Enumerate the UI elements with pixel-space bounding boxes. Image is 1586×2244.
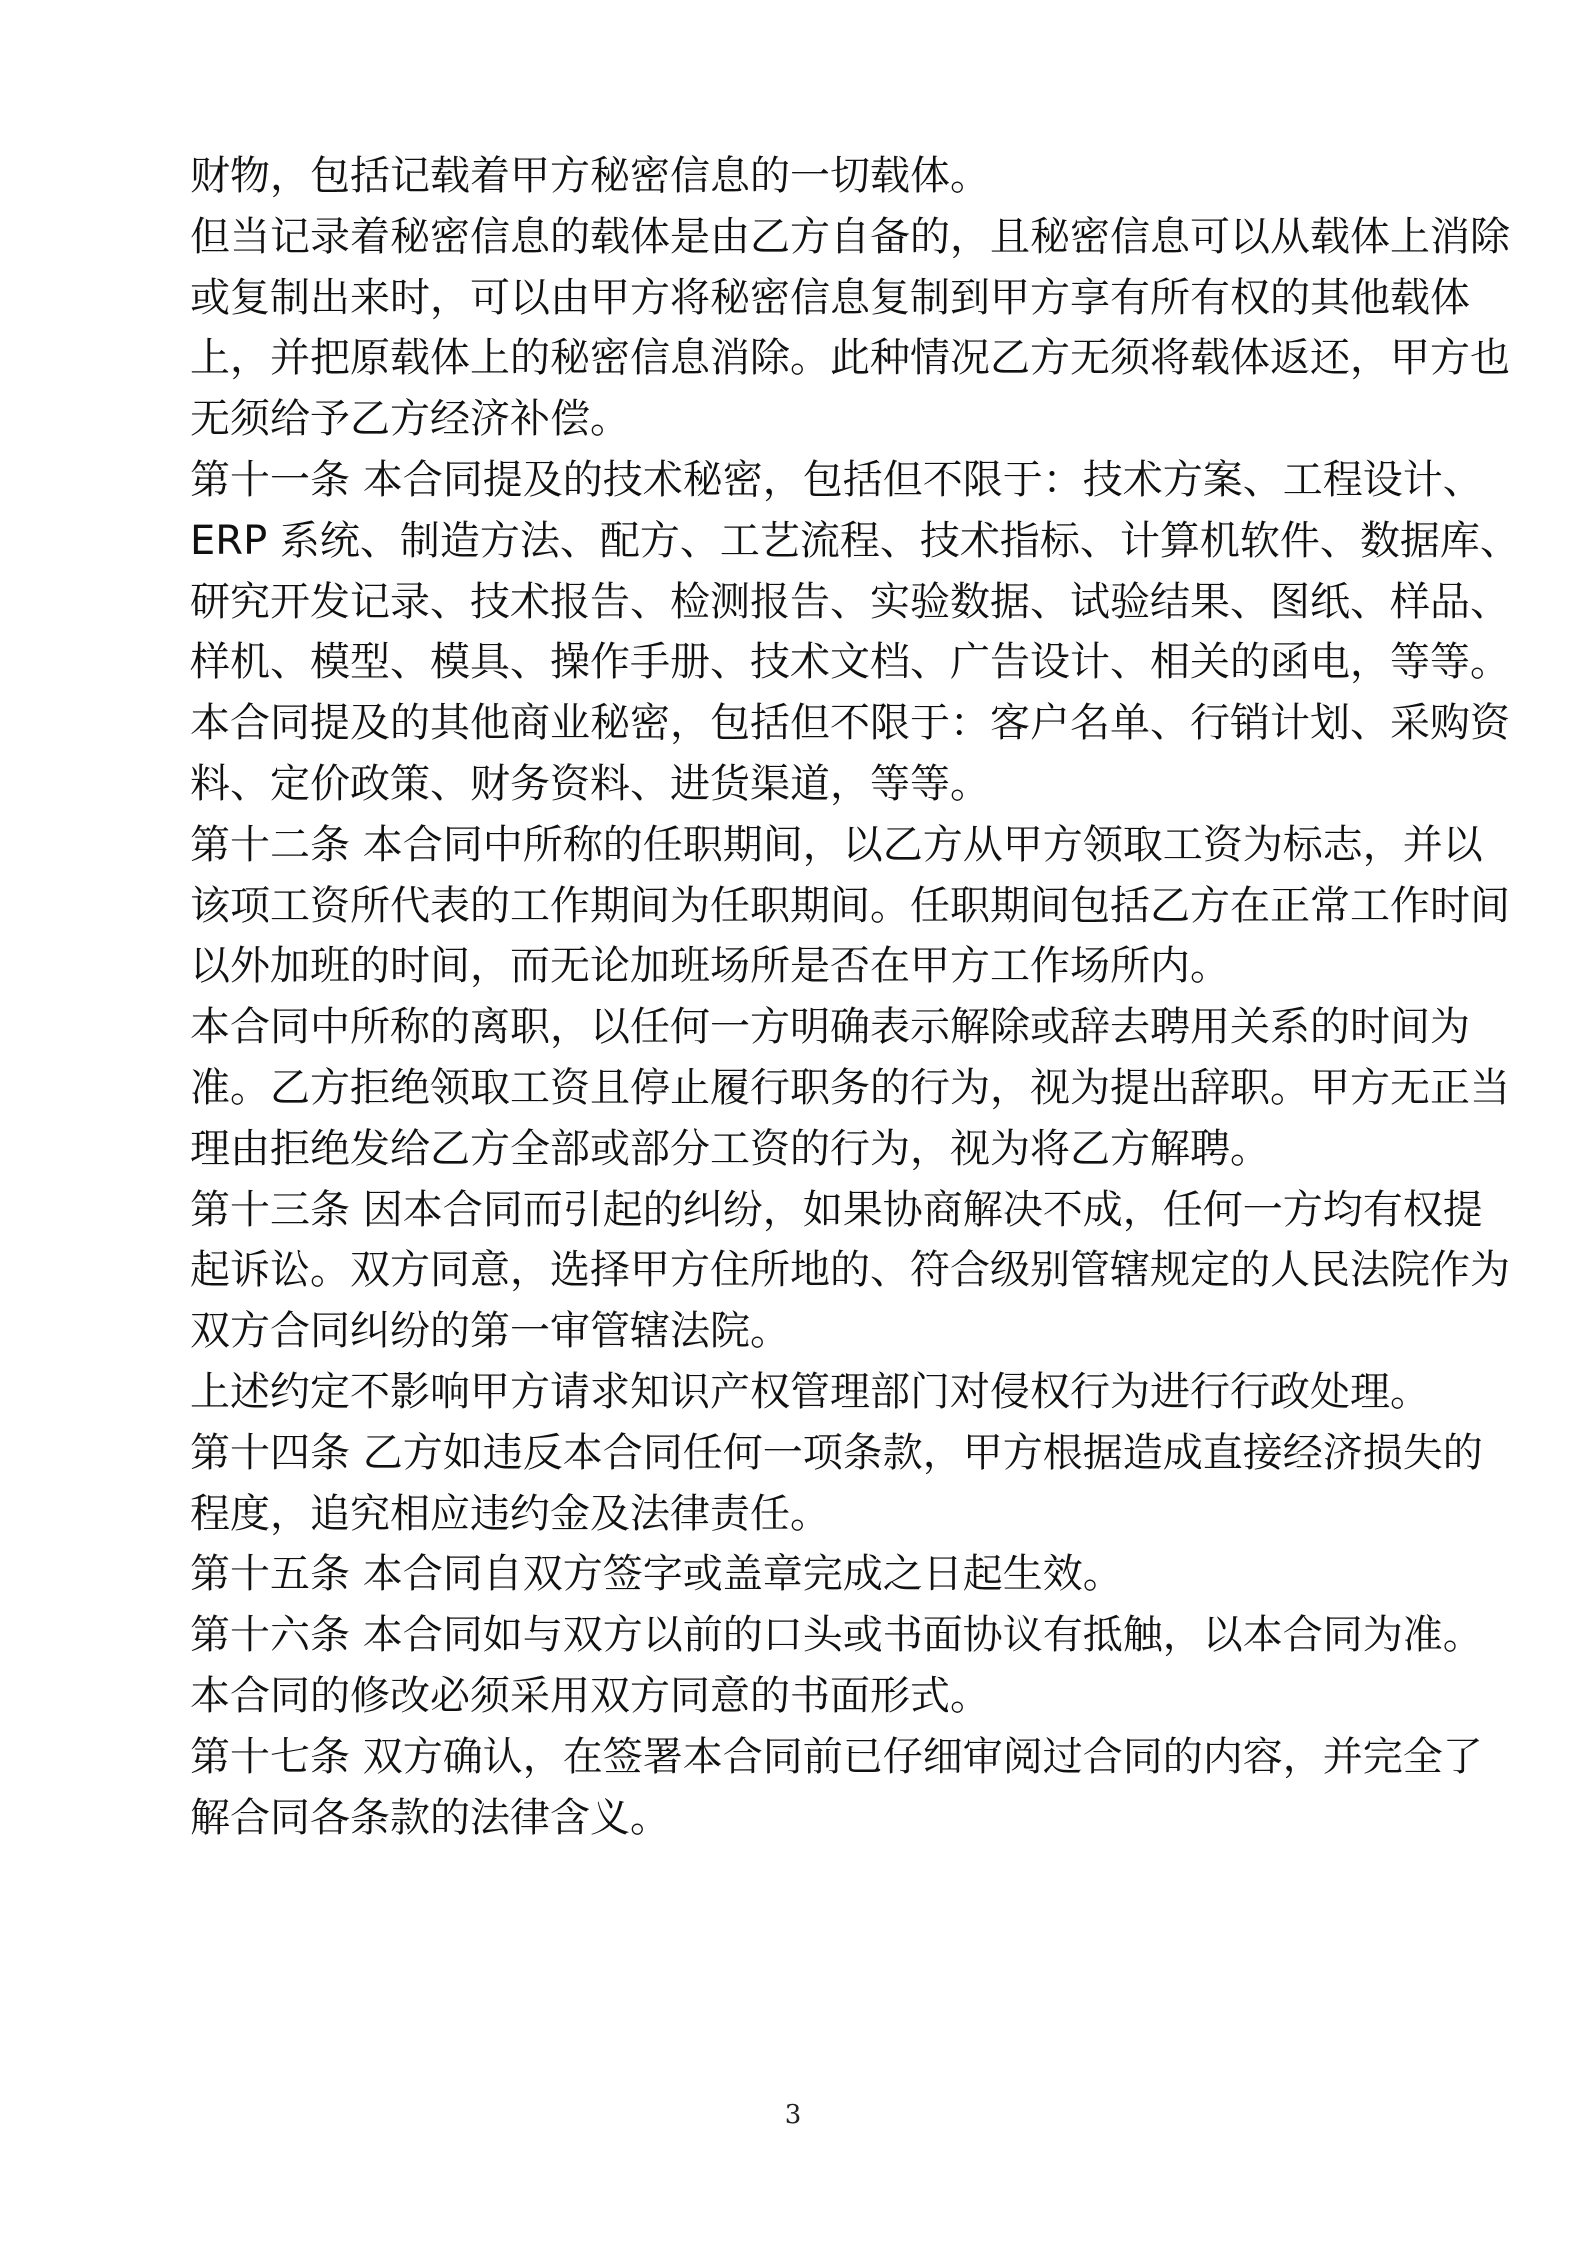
text-line: 或复制出来时，可以由甲方将秘密信息复制到甲方享有所有权的其他载体 [190, 274, 1470, 321]
text-line: 以外加班的时间，而无论加班场所是否在甲方工作场所内。 [190, 943, 1230, 990]
article-11-line: 第十一条 本合同提及的技术秘密，包括但不限于：技术方案、工程设计、 [190, 456, 1483, 503]
article-15-line: 第十五条 本合同自双方签字或盖章完成之日起生效。 [190, 1551, 1123, 1598]
text-line: 理由拒绝发给乙方全部或部分工资的行为，视为将乙方解聘。 [190, 1125, 1270, 1172]
text-line: 样机、模型、模具、操作手册、技术文档、广告设计、相关的函电，等等。 [190, 639, 1510, 686]
text-line: 上述约定不影响甲方请求知识产权管理部门对侵权行为进行行政处理。 [190, 1368, 1430, 1415]
text-line: 本合同提及的其他商业秘密，包括但不限于：客户名单、行销计划、采购资 [190, 700, 1510, 747]
text-line: 财物，包括记载着甲方秘密信息的一切载体。 [190, 153, 990, 199]
article-14-line: 第十四条 乙方如违反本合同任何一项条款，甲方根据造成直接经济损失的 [190, 1429, 1483, 1476]
article-13-line: 第十三条 因本合同而引起的纠纷，如果协商解决不成，任何一方均有权提 [190, 1186, 1483, 1233]
text-line: 该项工资所代表的工作期间为任职期间。任职期间包括乙方在正常工作时间 [190, 882, 1510, 929]
text-line: ERP 系统、制造方法、配方、工艺流程、技术指标、计算机软件、数据库、 [190, 517, 1520, 564]
contract-body [190, 146, 1520, 1848]
text-line: 料、定价政策、财务资料、进货渠道，等等。 [190, 760, 990, 807]
text-line: 程度，追究相应违约金及法律责任。 [190, 1490, 830, 1537]
article-12-line: 第十二条 本合同中所称的任职期间，以乙方从甲方领取工资为标志，并以 [190, 821, 1483, 868]
text-line: 准。乙方拒绝领取工资且停止履行职务的行为，视为提出辞职。甲方无正当 [190, 1064, 1510, 1111]
text-line: 解合同各条款的法律含义。 [190, 1794, 670, 1841]
text-line: 本合同的修改必须采用双方同意的书面形式。 [190, 1672, 990, 1719]
text-line: 上，并把原载体上的秘密信息消除。此种情况乙方无须将载体返还，甲方也 [190, 335, 1510, 382]
text-line: 起诉讼。双方同意，选择甲方住所地的、符合级别管辖规定的人民法院作为 [190, 1247, 1510, 1294]
text-line: 但当记录着秘密信息的载体是由乙方自备的，且秘密信息可以从载体上消除 [190, 213, 1510, 260]
text-line: 本合同中所称的离职，以任何一方明确表示解除或辞去聘用关系的时间为 [190, 1004, 1470, 1051]
text-line: 双方合同纠纷的第一审管辖法院。 [190, 1308, 790, 1355]
page-number: 3 [784, 2100, 802, 2130]
text-line: 研究开发记录、技术报告、检测报告、实验数据、试验结果、图纸、样品、 [190, 578, 1510, 625]
text-line: 无须给予乙方经济补偿。 [190, 396, 630, 443]
article-17-line: 第十七条 双方确认，在签署本合同前已仔细审阅过合同的内容，并完全了 [190, 1733, 1483, 1780]
article-16-line: 第十六条 本合同如与双方以前的口头或书面协议有抵触，以本合同为准。 [190, 1612, 1483, 1659]
